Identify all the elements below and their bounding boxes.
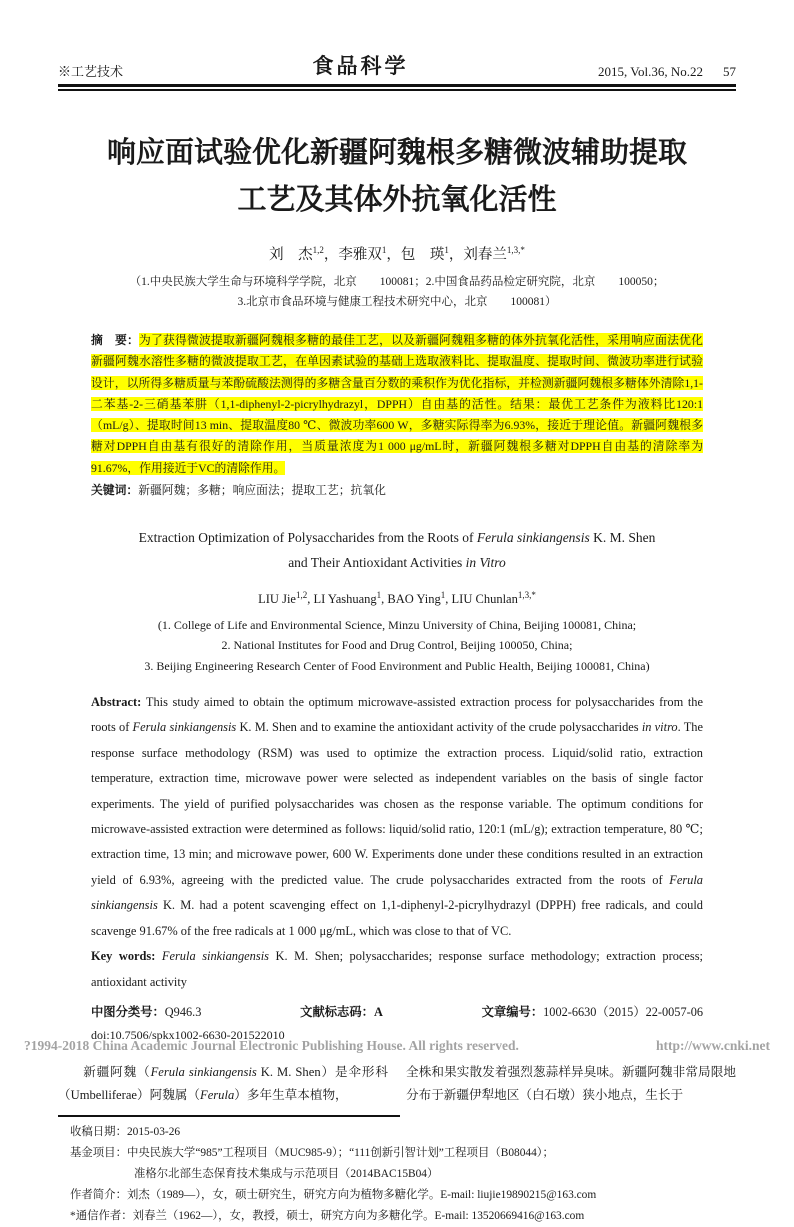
- author-name: LIU Jie: [258, 592, 296, 607]
- clc-value: Q946.3: [164, 1004, 202, 1019]
- author-separator: ，: [386, 247, 401, 263]
- body-text: 新疆阿魏（: [83, 1064, 151, 1079]
- body-species-italic: Ferula sinkiangensis: [150, 1064, 257, 1079]
- footnote-value: 刘春兰（1962—），女，教授，硕士，研究方向为多糖化学。E-mail: 13520669416@163.com: [132, 1209, 585, 1222]
- body-text: 全株和果实散发着强烈葱蒜样异臭味。新疆阿魏非常局限地分布于新疆伊犁地区（白石墩）狭小地点，生长于: [406, 1064, 736, 1102]
- abstract-label-en: Abstract:: [91, 695, 146, 710]
- abstract-en-text: K. M. Shen and to examine the antioxidant activity of the crude polysaccharides: [236, 720, 642, 735]
- authors-line-cn: [58, 243, 736, 264]
- journal-title: 食品科学: [312, 54, 409, 78]
- footnote-value: 刘杰（1989—），女，硕士研究生，研究方向为植物多糖化学。E-mail: liujie19890215@163.com: [126, 1188, 597, 1201]
- author-separator: ,: [307, 592, 314, 607]
- author-separator: ，: [323, 247, 339, 263]
- watermark-text: ?1994-2018 China Academic Journal Electronic Publishing House. All rights reserved.: [24, 1038, 519, 1053]
- cnki-watermark: [24, 1038, 770, 1054]
- header-rule-thick: [58, 84, 736, 87]
- journal-header: [58, 50, 736, 80]
- abstract-en-text: This study aimed to obtain the optimum microwave-assisted extraction process for polysaccharides from the roots of: [91, 695, 703, 735]
- journal-issue: 2015, Vol.36, No.22: [598, 64, 703, 79]
- clc-item: [91, 1001, 201, 1023]
- author-name: 刘 杰: [269, 247, 313, 263]
- footnote-divider: [58, 1115, 400, 1117]
- body-genus-italic: Ferula: [200, 1087, 235, 1102]
- title-en-text: Extraction Optimization of Polysaccharides from the Roots of: [138, 530, 477, 546]
- abstract-cn: [91, 330, 703, 479]
- author-separator: ,: [445, 592, 452, 607]
- title-en-invitro: in Vitro: [465, 555, 506, 571]
- header-issue-block: [598, 64, 736, 80]
- body-column-left: [58, 1061, 388, 1107]
- page-number: 57: [723, 64, 736, 79]
- footnote-label: 收稿日期：: [70, 1125, 127, 1138]
- footnotes: [58, 1122, 736, 1227]
- affiliations-cn: [58, 272, 736, 312]
- keywords-label-en: Key words:: [91, 949, 162, 964]
- keywords-text-cn: 新疆阿魏；多糖；响应面法；提取工艺；抗氧化: [138, 483, 386, 498]
- author-separator: ,: [381, 592, 388, 607]
- footnote-corresponding-author: [70, 1206, 736, 1227]
- title-en-species: Ferula sinkiangensis: [476, 530, 590, 546]
- footnote-label: 作者简介：: [70, 1188, 127, 1201]
- body-column-right: [406, 1061, 736, 1107]
- keywords-label-cn: 关键词：: [91, 483, 139, 498]
- abstract-en-invitro: in vitro: [641, 720, 678, 735]
- author-superscript: 1,2: [295, 590, 308, 601]
- author-superscript: 1: [440, 590, 446, 601]
- author-superscript: 1,3,*: [506, 245, 525, 256]
- doc-code-item: [300, 1001, 383, 1023]
- affiliation-line: (1. College of Life and Environmental Science, Minzu University of China, Beijing 100081, China;: [157, 617, 637, 632]
- article-title-en: [128, 525, 666, 575]
- clc-label: 中图分类号：: [91, 1004, 165, 1019]
- affiliation-line: （1.中央民族大学生命与环境科学学院，北京 100081；2.中国食品药品检定研究院，北京 100050；: [129, 276, 665, 288]
- authors-line-en: [58, 590, 736, 607]
- article-title-cn: [58, 129, 736, 223]
- abstract-en-species: Ferula sinkiangensis: [91, 872, 703, 913]
- meta-row: [91, 1001, 703, 1023]
- footnote-label: *通信作者：: [70, 1209, 133, 1222]
- body-text: ）多年生草本植物，: [234, 1087, 348, 1102]
- author-name: 刘春兰: [463, 247, 507, 263]
- watermark-url: http://www.cnki.net: [655, 1038, 770, 1053]
- author-name: 李雅双: [338, 247, 382, 263]
- author-name: 包 瑛: [400, 247, 445, 263]
- title-line-1: 响应面试验优化新疆阿魏根多糖微波辅助提取: [106, 135, 687, 169]
- abstract-label-cn: 摘 要：: [91, 333, 140, 347]
- author-name: LIU Chunlan: [451, 592, 518, 607]
- author-superscript: 1: [381, 245, 387, 256]
- author-name: LI Yashuang: [313, 592, 377, 607]
- footnote-fund-continuation: 准格尔北部生态保育技术集成与示范项目（2014BAC15B04）: [134, 1167, 439, 1180]
- author-superscript: 1: [444, 245, 449, 256]
- abstract-en: [91, 690, 703, 944]
- author-superscript: 1: [376, 590, 382, 601]
- author-superscript: 1,3,*: [517, 590, 536, 601]
- keywords-en-text: K. M. Shen; polysaccharides; response surface methodology; extraction process; antioxidant activity: [91, 949, 703, 989]
- doi-line: doi:10.7506/spkx1002-6630-201522010: [91, 1027, 285, 1042]
- doc-code-value: A: [373, 1004, 383, 1019]
- abstract-en-species: Ferula sinkiangensis: [132, 720, 237, 735]
- doc-code-label: 文献标志码：: [300, 1004, 374, 1019]
- header-rule-thin: [58, 89, 736, 91]
- abstract-highlighted-text: 为了获得微波提取新疆阿魏根多糖的最佳工艺，以及新疆阿魏粗多糖的体外抗氧化活性，采用响应面法优化新疆阿魏水溶性多糖的微波提取工艺，在单因素试验的基础上选取液料比、提取温度、提取时间、微波功率进行试验设计，以所得多糖质量与苯酚硫酸法测得的多糖含量百分数的乘积作为优化指标，并检测新疆阿魏根多糖体外清除1,1-二苯基-2-三硝基苯肼（1,1-diphenyl-2-picrylhydrazyl，DPPH）自由基的活性。结果：最优工艺条件为液料比120:1（mL/g）、提取时间13 min、提取温度80 ℃、微波功率600 W，多糖实际得率为6.93%，接近于理论值。新疆阿魏根多糖对DPPH自由基有很好的清除作用，当质量浓度为1 000 μg/mL时，新疆阿魏根多糖对DPPH自由基的清除率为91.67%，作用接近于VC的清除作用。: [91, 333, 703, 475]
- footnote-label: 基金项目：: [70, 1146, 127, 1159]
- footnote-received: [70, 1122, 736, 1143]
- affiliations-en: [58, 615, 736, 677]
- keywords-en-species: Ferula sinkiangensis: [161, 949, 269, 964]
- abstract-en-text: K. M. had a potent scavenging effect on 1,1-diphenyl-2-picrylhydrazyl (DPPH) free radicals, and could scavenge 91.67% of the free radicals at 1 000 μg/mL, which was close to that of VC.: [91, 898, 703, 938]
- footnote-value: 2015-03-26: [126, 1125, 181, 1138]
- author-name: BAO Ying: [387, 592, 441, 607]
- section-label: ※工艺技术: [58, 64, 124, 79]
- abstract-en-text: . The response surface methodology (RSM) was used to optimize the extraction process. Liquid/solid ratio, extraction temperature, extraction time, microwave power were selected as independent variables on the basis of single factor experiments. The yield of purified polysaccharides was chosen as the response variable. The optimum conditions for microwave-assisted extraction were determined as follows: liquid/solid ratio, 120:1 (mL/g); extraction temperature, 80 ℃; extraction time, 13 min; and microwave power, 600 W. Experiments done under these conditions resulted in an extraction yield of 6.93%, agreeing with the predicted value. The crude polysaccharides extracted from the roots of: [91, 720, 703, 887]
- affiliation-line: 2. National Institutes for Food and Drug Control, Beijing 100050, China;: [221, 638, 573, 653]
- article-id-item: [482, 1001, 703, 1023]
- footnote-bio: [70, 1185, 736, 1206]
- affiliation-line: 3. Beijing Engineering Research Center of Food Environment and Public Health, Beijing 100081, China): [144, 658, 650, 673]
- footnote-value: 中央民族大学“985”工程项目（MUC985-9）；“111创新引智计划”工程项目（B08044）；: [126, 1146, 554, 1159]
- title-en-text: K. M. Shen and Their Antioxidant Activities: [288, 530, 656, 571]
- footnote-fund: [70, 1143, 736, 1164]
- keywords-en: [91, 944, 703, 995]
- body-text: K. M. Shen）是伞形科（Umbelliferae）阿魏属（: [58, 1064, 388, 1102]
- title-line-2: 工艺及其体外抗氧化活性: [237, 182, 557, 216]
- affiliation-line: 3.北京市食品环境与健康工程技术研究中心，北京 100081）: [237, 296, 557, 308]
- body-columns: [58, 1061, 736, 1107]
- author-superscript: 1,2: [312, 245, 324, 256]
- article-id-label: 文章编号：: [481, 1004, 544, 1019]
- keywords-cn: [91, 480, 703, 501]
- article-id-value: 1002-6630（2015）22-0057-06: [543, 1004, 703, 1019]
- author-separator: ，: [448, 247, 464, 263]
